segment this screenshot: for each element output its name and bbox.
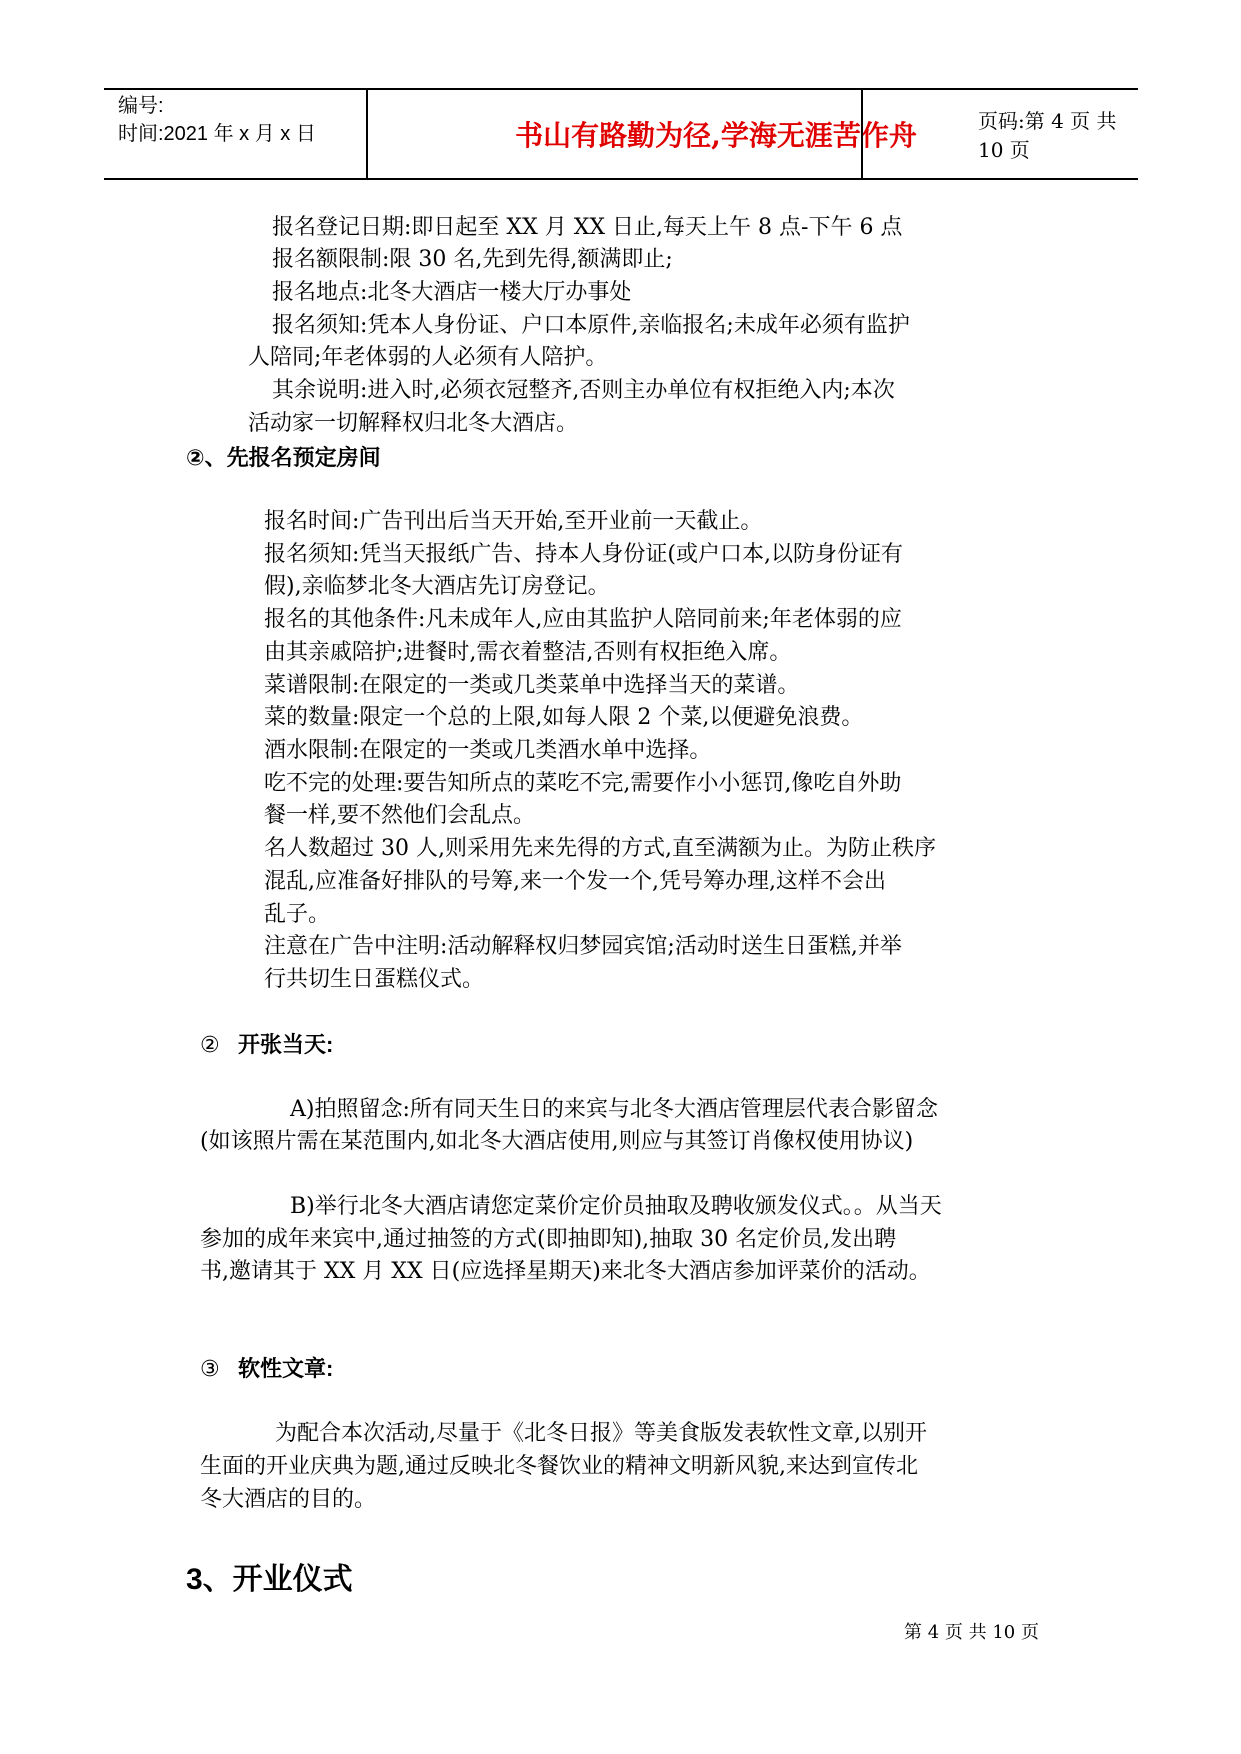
header-divider (366, 90, 368, 178)
paragraph-line: 为配合本次活动,尽量于《北冬日报》等美食版发表软性文章,以别开 (275, 1421, 927, 1446)
paragraph-line: 名人数超过 30 人,则采用先来先得的方式,直至满额为止。为防止秩序 (264, 836, 936, 861)
header-divider (861, 90, 863, 178)
paragraph-line: 菜的数量:限定一个总的上限,如每人限 2 个菜,以便避免浪费。 (264, 705, 864, 730)
paragraph-line: (如该照片需在某范围内,如北冬大酒店使用,则应与其签订肖像权使用协议) (200, 1129, 914, 1154)
header-motto: 书山有路勤为径,学海无涯苦作舟 (515, 119, 917, 152)
paragraph-line: 菜谱限制:在限定的一类或几类菜单中选择当天的菜谱。 (264, 673, 800, 698)
paragraph-line: 假),亲临梦北冬大酒店先订房登记。 (264, 574, 610, 599)
list-number: ③ (200, 1356, 220, 1381)
page-footer: 第 4 页 共 10 页 (904, 1622, 1039, 1643)
paragraph-line: 报名须知:凭本人身份证、户口本原件,亲临报名;未成年必须有监护 (272, 313, 910, 338)
paragraph-line: 由其亲戚陪护;进餐时,需衣着整洁,否则有权拒绝入席。 (264, 640, 792, 665)
paragraph-line: 参加的成年来宾中,通过抽签的方式(即抽即知),抽取 30 名定价员,发出聘 (200, 1227, 897, 1252)
paragraph-line: 报名登记日期:即日起至 XX 月 XX 日止,每天上午 8 点-下午 6 点 (272, 215, 903, 240)
paragraph-line: 乱子。 (264, 902, 331, 927)
section-heading: 3、开业仪式 (186, 1563, 353, 1596)
paragraph-line: 人陪同;年老体弱的人必须有人陪护。 (248, 345, 608, 370)
paragraph-line: 冬大酒店的目的。 (200, 1487, 377, 1512)
section-heading: 开张当天: (238, 1032, 334, 1057)
list-number: ② (200, 1032, 220, 1057)
paragraph-line: B)举行北冬大酒店请您定菜价定价员抽取及聘收颁发仪式。。从当天 (290, 1194, 942, 1219)
paragraph-line: 活动家一切解释权归北冬大酒店。 (248, 411, 579, 436)
page-header (104, 88, 1138, 180)
paragraph-line: 混乱,应准备好排队的号筹,来一个发一个,凭号筹办理,这样不会出 (264, 869, 886, 894)
paragraph-line: A)拍照留念:所有同天生日的来宾与北冬大酒店管理层代表合影留念 (290, 1097, 938, 1122)
paragraph-line: 注意在广告中注明:活动解释权归梦园宾馆;活动时送生日蛋糕,并举 (264, 934, 902, 959)
header-page-info: 页码:第 4 页 共 10 页 (978, 109, 1117, 162)
paragraph-line: 酒水限制:在限定的一类或几类酒水单中选择。 (264, 738, 712, 763)
section-heading: ②、先报名预定房间 (186, 445, 381, 470)
paragraph-line: 报名额限制:限 30 名,先到先得,额满即止; (272, 247, 673, 272)
section-heading: 软性文章: (238, 1356, 334, 1381)
paragraph-line: 报名地点:北冬大酒店一楼大厅办事处 (272, 280, 632, 305)
paragraph-line: 行共切生日蛋糕仪式。 (264, 967, 485, 992)
paragraph-line: 书,邀请其于 XX 月 XX 日(应选择星期天)来北冬大酒店参加评菜价的活动。 (200, 1259, 931, 1284)
paragraph-line: 报名须知:凭当天报纸广告、持本人身份证(或户口本,以防身份证有 (264, 542, 903, 567)
document-time-label: 时间:2021 年 x 月 x 日 (118, 123, 316, 145)
document-number-label: 编号: (118, 95, 164, 117)
paragraph-line: 生面的开业庆典为题,通过反映北冬餐饮业的精神文明新风貌,来达到宣传北 (200, 1454, 918, 1479)
paragraph-line: 报名时间:广告刊出后当天开始,至开业前一天截止。 (264, 509, 763, 534)
paragraph-line: 餐一样,要不然他们会乱点。 (264, 803, 535, 828)
paragraph-line: 其余说明:进入时,必须衣冠整齐,否则主办单位有权拒绝入内;本次 (272, 378, 895, 403)
header-meta (118, 92, 316, 148)
paragraph-line: 吃不完的处理:要告知所点的菜吃不完,需要作小小惩罚,像吃自外助 (264, 771, 902, 796)
paragraph-line: 报名的其他条件:凡未成年人,应由其监护人陪同前来;年老体弱的应 (264, 607, 902, 632)
